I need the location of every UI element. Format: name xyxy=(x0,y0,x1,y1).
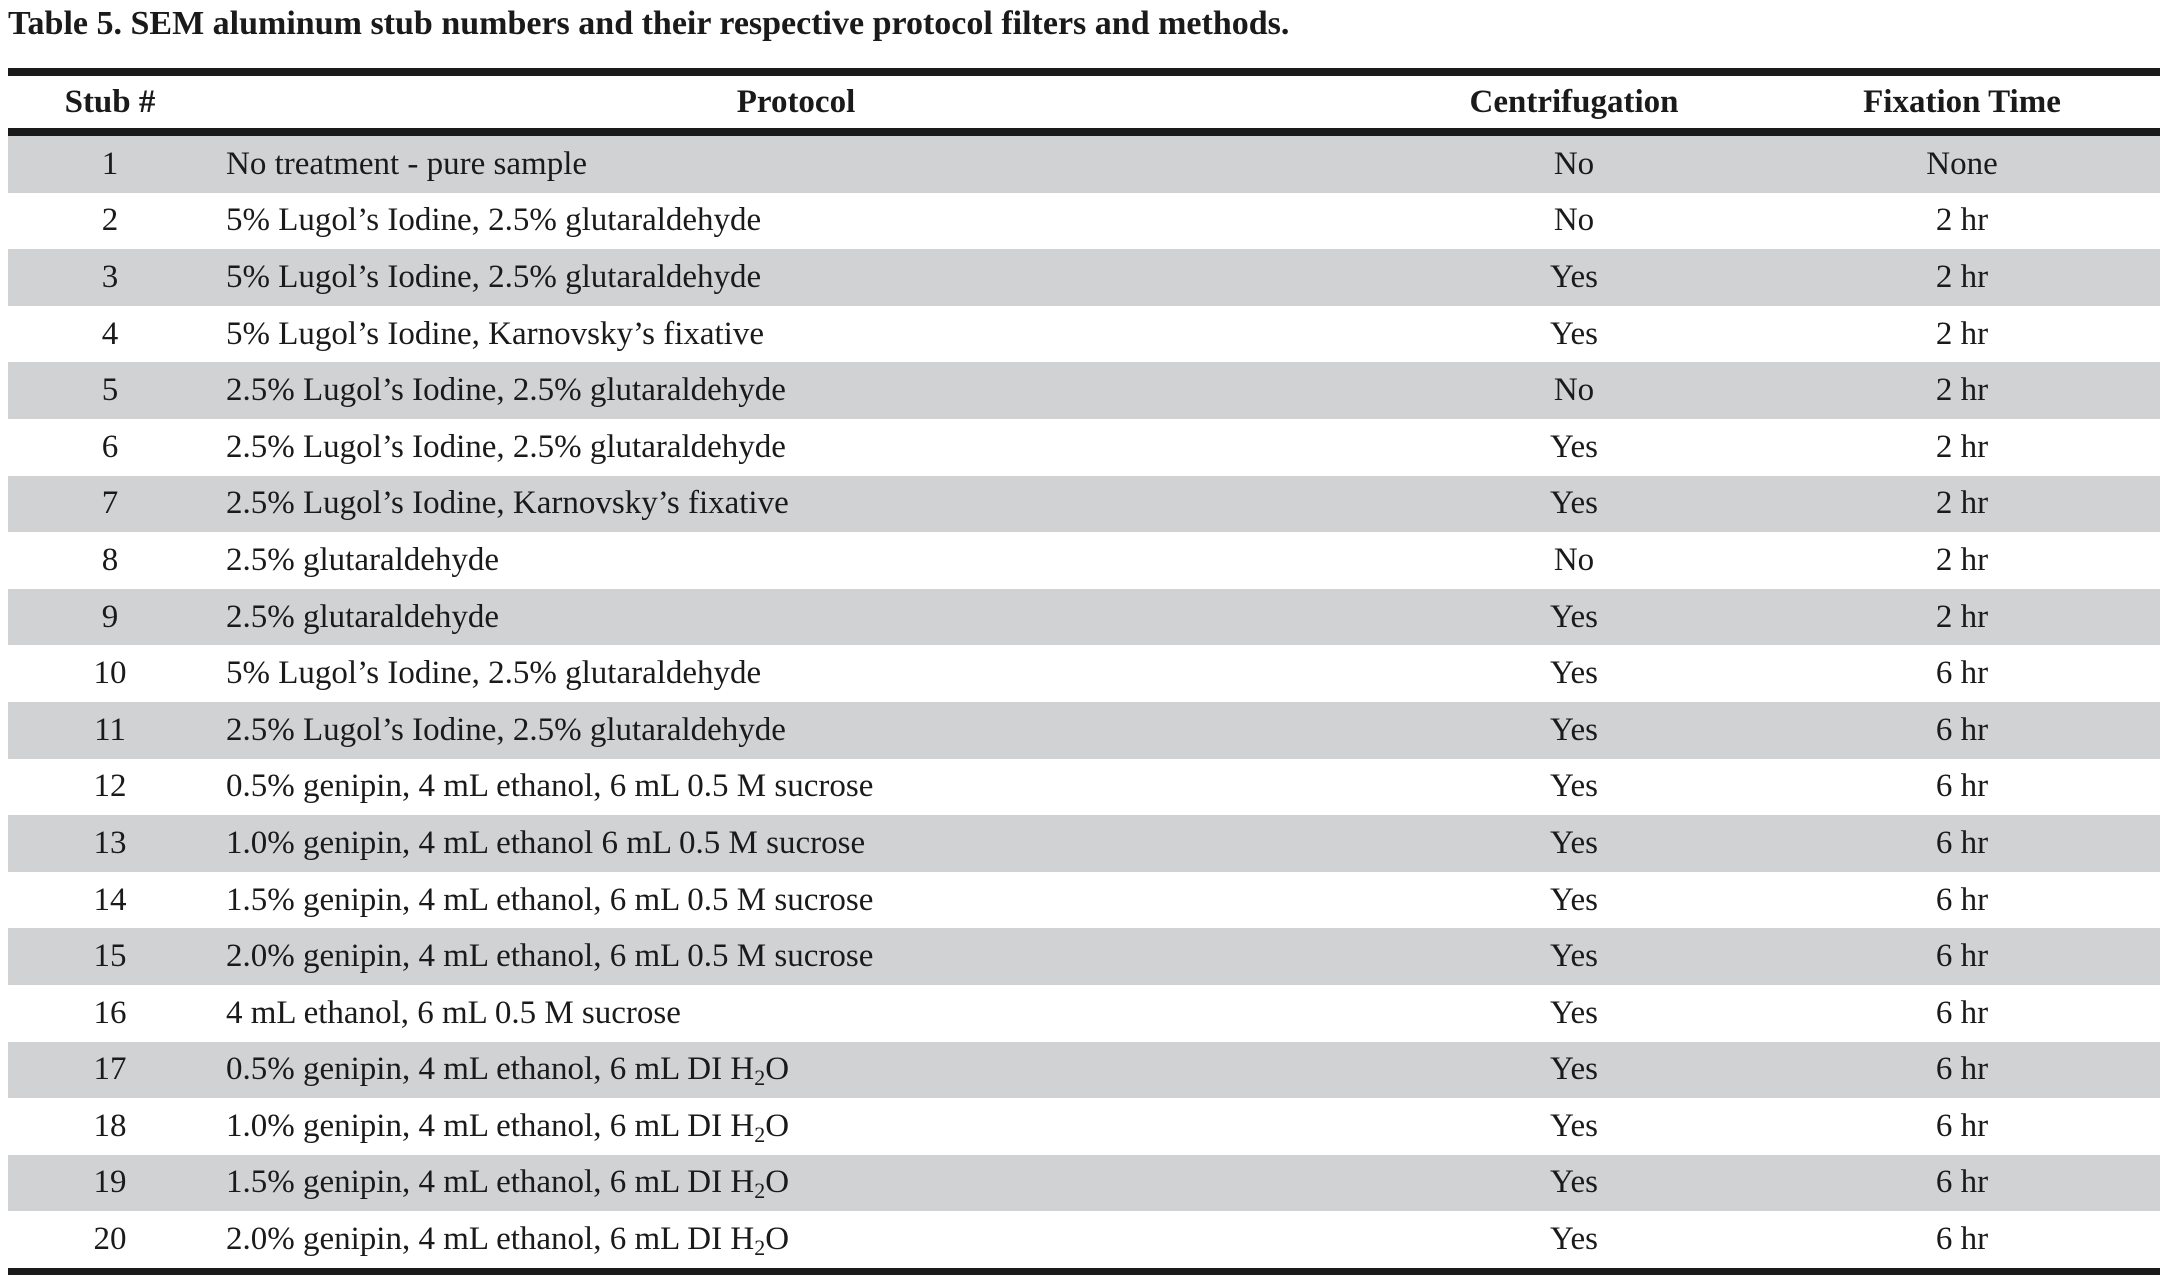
cell-fixation-time: 6 hr xyxy=(1935,1221,1989,1258)
cell-stub: 7 xyxy=(101,485,119,522)
cell-centrifugation: Yes xyxy=(1549,428,1599,465)
protocol-subscript: 2 xyxy=(754,1235,766,1261)
cell-fixation-time: 6 hr xyxy=(1935,1051,1989,1088)
protocol-text: 4 mL ethanol, 6 mL 0.5 M sucrose xyxy=(226,994,681,1031)
cell-stub: 4 xyxy=(101,315,119,352)
cell-fixation-time: 6 hr xyxy=(1935,768,1989,805)
cell-fixation-time: 6 hr xyxy=(1935,824,1989,861)
cell-protocol xyxy=(208,825,1384,862)
cell-fixation-time: 2 hr xyxy=(1935,485,1989,522)
table-row xyxy=(8,872,2160,929)
table-row xyxy=(8,589,2160,646)
cell-protocol xyxy=(208,1051,1384,1091)
cell-centrifugation: No xyxy=(1553,541,1595,578)
table-row xyxy=(8,193,2160,250)
cell-protocol xyxy=(208,316,1384,353)
cell-fixation-time: 2 hr xyxy=(1935,428,1989,465)
cell-stub: 16 xyxy=(93,994,127,1031)
cell-fixation-time: 2 hr xyxy=(1935,598,1989,635)
cell-fixation-time: 6 hr xyxy=(1935,655,1989,692)
cell-centrifugation: Yes xyxy=(1549,1164,1599,1201)
cell-protocol xyxy=(208,1164,1384,1204)
protocol-text: 1.0% genipin, 4 mL ethanol 6 mL 0.5 M sucrose xyxy=(226,824,866,861)
cell-fixation-time: 6 hr xyxy=(1935,881,1989,918)
table-row xyxy=(8,249,2160,306)
table-body xyxy=(8,136,2160,1268)
cell-centrifugation: Yes xyxy=(1549,1107,1599,1144)
cell-centrifugation: No xyxy=(1553,145,1595,182)
protocol-text: 2.5% Lugol’s Iodine, 2.5% glutaraldehyde xyxy=(226,372,786,409)
protocol-text: 5% Lugol’s Iodine, Karnovsky’s fixative xyxy=(226,315,764,352)
cell-fixation-time: 6 hr xyxy=(1935,994,1989,1031)
cell-centrifugation: No xyxy=(1553,202,1595,239)
header-centrifugation: Centrifugation xyxy=(1469,83,1679,120)
cell-fixation-time: 2 hr xyxy=(1935,372,1989,409)
protocol-text-tail: O xyxy=(765,1107,790,1144)
table-bottom-rule xyxy=(8,1268,2160,1275)
cell-centrifugation: Yes xyxy=(1549,1221,1599,1258)
protocol-text-tail: O xyxy=(765,1051,790,1088)
cell-fixation-time: 2 hr xyxy=(1935,258,1989,295)
cell-centrifugation: Yes xyxy=(1549,258,1599,295)
cell-centrifugation: Yes xyxy=(1549,315,1599,352)
table-caption: Table 5. SEM aluminum stub numbers and their respective protocol filters and methods. xyxy=(8,5,1290,42)
protocol-text: 0.5% genipin, 4 mL ethanol, 6 mL 0.5 M sucrose xyxy=(226,768,874,805)
cell-protocol xyxy=(208,146,1384,183)
cell-stub: 11 xyxy=(94,711,126,748)
cell-protocol xyxy=(208,542,1384,579)
header-fixation-time: Fixation Time xyxy=(1863,83,2061,120)
table-header-rule xyxy=(8,128,2160,136)
cell-protocol xyxy=(208,1221,1384,1261)
cell-protocol xyxy=(208,599,1384,636)
cell-protocol xyxy=(208,655,1384,692)
cell-protocol xyxy=(208,882,1384,919)
cell-fixation-time: 2 hr xyxy=(1935,315,1989,352)
protocol-text-tail: O xyxy=(765,1164,790,1201)
cell-fixation-time: 6 hr xyxy=(1935,1164,1989,1201)
table-row xyxy=(8,702,2160,759)
protocol-text: 2.5% glutaraldehyde xyxy=(226,541,500,578)
protocol-text: 5% Lugol’s Iodine, 2.5% glutaraldehyde xyxy=(226,655,762,692)
protocol-text: 2.5% glutaraldehyde xyxy=(226,598,500,635)
cell-centrifugation: Yes xyxy=(1549,994,1599,1031)
table-row xyxy=(8,759,2160,816)
cell-centrifugation: Yes xyxy=(1549,598,1599,635)
protocol-text: 2.0% genipin, 4 mL ethanol, 6 mL DI H xyxy=(226,1221,755,1258)
cell-stub: 6 xyxy=(101,428,119,465)
cell-fixation-time: 2 hr xyxy=(1935,202,1989,239)
protocol-text: 5% Lugol’s Iodine, 2.5% glutaraldehyde xyxy=(226,202,762,239)
cell-centrifugation: Yes xyxy=(1549,1051,1599,1088)
cell-protocol xyxy=(208,485,1384,522)
protocol-text: 0.5% genipin, 4 mL ethanol, 6 mL DI H xyxy=(226,1051,755,1088)
cell-stub: 15 xyxy=(93,938,127,975)
cell-protocol xyxy=(208,995,1384,1032)
cell-protocol xyxy=(208,938,1384,975)
cell-centrifugation: Yes xyxy=(1549,938,1599,975)
cell-protocol xyxy=(208,1108,1384,1145)
table-row xyxy=(8,928,2160,985)
cell-centrifugation: Yes xyxy=(1549,881,1599,918)
cell-fixation-time: 6 hr xyxy=(1935,711,1989,748)
protocol-subscript: 2 xyxy=(754,1121,766,1147)
cell-stub: 14 xyxy=(93,881,127,918)
cell-stub: 18 xyxy=(93,1107,127,1144)
table-row xyxy=(8,532,2160,589)
cell-protocol xyxy=(208,768,1384,805)
cell-centrifugation: Yes xyxy=(1549,711,1599,748)
cell-fixation-time: None xyxy=(1926,145,1998,182)
header-protocol: Protocol xyxy=(736,83,856,120)
table-row xyxy=(8,306,2160,363)
cell-protocol xyxy=(208,202,1384,239)
table-top-rule xyxy=(8,68,2160,76)
table-row xyxy=(8,815,2160,872)
protocol-text: 2.5% Lugol’s Iodine, 2.5% glutaraldehyde xyxy=(226,711,786,748)
cell-stub: 5 xyxy=(101,372,119,409)
table-row xyxy=(8,419,2160,476)
cell-stub: 2 xyxy=(101,202,119,239)
cell-stub: 20 xyxy=(93,1221,127,1258)
table-row xyxy=(8,1098,2160,1155)
sem-stub-table xyxy=(8,68,2160,1275)
cell-protocol xyxy=(208,712,1384,749)
protocol-text: 2.0% genipin, 4 mL ethanol, 6 mL 0.5 M sucrose xyxy=(226,938,874,975)
cell-stub: 12 xyxy=(93,768,127,805)
table-header-row xyxy=(8,76,2160,128)
protocol-text: 1.0% genipin, 4 mL ethanol, 6 mL DI H xyxy=(226,1107,755,1144)
table-row xyxy=(8,985,2160,1042)
cell-protocol xyxy=(208,259,1384,296)
protocol-text: 1.5% genipin, 4 mL ethanol, 6 mL DI H xyxy=(226,1164,755,1201)
cell-centrifugation: Yes xyxy=(1549,485,1599,522)
table-row xyxy=(8,362,2160,419)
protocol-text: 2.5% Lugol’s Iodine, 2.5% glutaraldehyde xyxy=(226,428,786,465)
cell-stub: 8 xyxy=(101,541,119,578)
cell-centrifugation: Yes xyxy=(1549,655,1599,692)
cell-fixation-time: 6 hr xyxy=(1935,938,1989,975)
table-row xyxy=(8,476,2160,533)
cell-fixation-time: 2 hr xyxy=(1935,541,1989,578)
table-row xyxy=(8,1042,2160,1099)
cell-centrifugation: No xyxy=(1553,372,1595,409)
cell-stub: 19 xyxy=(93,1164,127,1201)
protocol-text-tail: O xyxy=(765,1221,790,1258)
cell-centrifugation: Yes xyxy=(1549,824,1599,861)
cell-stub: 13 xyxy=(93,824,127,861)
table-row xyxy=(8,645,2160,702)
protocol-text: No treatment - pure sample xyxy=(226,145,588,182)
cell-stub: 1 xyxy=(101,145,119,182)
cell-protocol xyxy=(208,429,1384,466)
cell-centrifugation: Yes xyxy=(1549,768,1599,805)
protocol-text: 2.5% Lugol’s Iodine, Karnovsky’s fixative xyxy=(226,485,789,522)
protocol-subscript: 2 xyxy=(754,1178,766,1204)
cell-fixation-time: 6 hr xyxy=(1935,1107,1989,1144)
cell-stub: 3 xyxy=(101,258,119,295)
protocol-text: 1.5% genipin, 4 mL ethanol, 6 mL 0.5 M sucrose xyxy=(226,881,874,918)
protocol-subscript: 2 xyxy=(754,1065,766,1091)
cell-protocol xyxy=(208,372,1384,409)
table-row xyxy=(8,136,2160,193)
cell-stub: 10 xyxy=(93,655,127,692)
cell-stub: 9 xyxy=(101,598,119,635)
cell-stub: 17 xyxy=(93,1051,127,1088)
protocol-text: 5% Lugol’s Iodine, 2.5% glutaraldehyde xyxy=(226,258,762,295)
table-row xyxy=(8,1211,2160,1268)
table-row xyxy=(8,1155,2160,1212)
header-stub: Stub # xyxy=(64,83,156,120)
